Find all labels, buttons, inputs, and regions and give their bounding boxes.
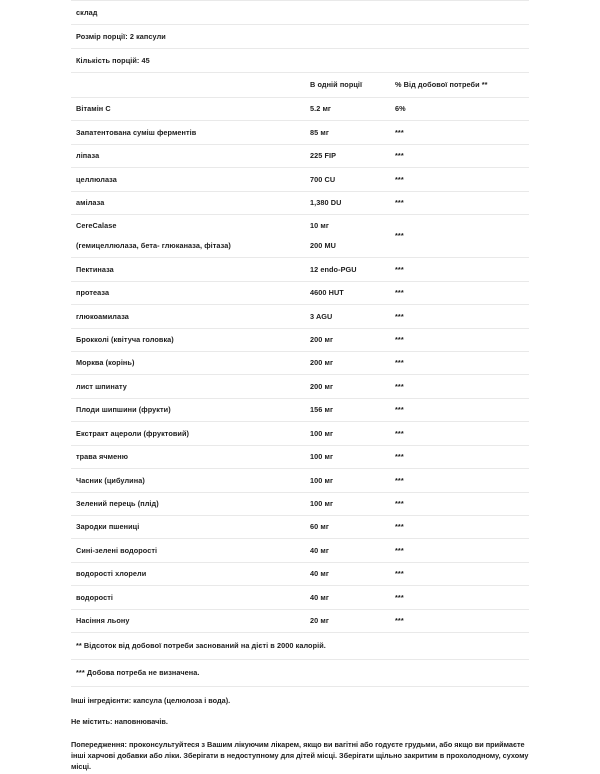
ingredient-amount: 100 мг <box>305 422 390 445</box>
ingredient-daily-value: *** <box>390 398 529 421</box>
table-note-row <box>71 633 529 660</box>
serving-size-row <box>71 25 529 49</box>
ingredient-daily-value: *** <box>390 492 529 515</box>
ingredient-name: амілаза <box>71 191 305 214</box>
table-row <box>71 515 529 538</box>
column-header-name <box>71 73 305 98</box>
table-row <box>71 562 529 585</box>
daily-value-basis-note: ** Відсоток від добової потреби заснований на дієті в 2000 калорій. <box>71 633 529 660</box>
ingredient-amount: 5.2 мг <box>305 97 390 120</box>
table-row <box>71 492 529 515</box>
column-header-amount: В одній порції <box>305 73 390 98</box>
facts-table-body <box>71 1 529 687</box>
ingredient-amount: 40 мг <box>305 586 390 609</box>
serving-size: Розмір порції: 2 капсули <box>71 25 529 49</box>
table-row <box>71 445 529 468</box>
ingredient-amount: 40 мг <box>305 562 390 585</box>
table-row <box>71 328 529 351</box>
table-row <box>71 191 529 214</box>
ingredient-daily-value: *** <box>390 281 529 304</box>
ingredient-name: Часник (цибулина) <box>71 469 305 492</box>
ingredient-daily-value: *** <box>390 352 529 375</box>
ingredient-name: глюкоамилаза <box>71 305 305 328</box>
ingredient-amount-cerecalase <box>305 215 390 258</box>
ingredient-name: Плоди шипшини (фрукти) <box>71 398 305 421</box>
ingredient-amount: 200 мг <box>305 375 390 398</box>
table-row <box>71 352 529 375</box>
ingredient-name-cerecalase <box>71 215 305 258</box>
ingredient-daily-value: *** <box>390 562 529 585</box>
table-row <box>71 168 529 191</box>
other-ingredients-text: Інші інгредієнти: капсула (целюлоза і вода). <box>71 695 231 705</box>
table-column-header-row <box>71 73 529 98</box>
table-row <box>71 586 529 609</box>
ingredient-daily-value: *** <box>390 445 529 468</box>
ingredient-daily-value: *** <box>390 121 529 144</box>
column-header-daily-value: % Від добової потреби ** <box>390 73 529 98</box>
ingredient-amount: 20 мг <box>305 609 390 632</box>
ingredient-amount: 100 мг <box>305 445 390 468</box>
ingredient-daily-value: *** <box>390 168 529 191</box>
cerecalase-name-line1: CereCalase <box>76 221 117 231</box>
ingredient-name: ліпаза <box>71 144 305 167</box>
table-row <box>71 281 529 304</box>
ingredient-daily-value: *** <box>390 144 529 167</box>
ingredient-name: лист шпинату <box>71 375 305 398</box>
section-title-row <box>71 1 529 25</box>
table-row <box>71 469 529 492</box>
ingredient-amount: 3 AGU <box>305 305 390 328</box>
servings-per-container: Кількість порцій: 45 <box>71 49 529 73</box>
table-row <box>71 305 529 328</box>
ingredient-amount: 100 мг <box>305 492 390 515</box>
ingredient-daily-value: *** <box>390 469 529 492</box>
ingredient-daily-value: *** <box>390 191 529 214</box>
table-row <box>71 539 529 562</box>
ingredient-daily-value: *** <box>390 515 529 538</box>
ingredient-amount: 225 FIP <box>305 144 390 167</box>
ingredient-daily-value: *** <box>390 375 529 398</box>
ingredient-amount: 85 мг <box>305 121 390 144</box>
table-row-cerecalase <box>71 215 529 258</box>
table-note-row <box>71 659 529 686</box>
ingredient-name: Насіння льону <box>71 609 305 632</box>
ingredient-name: Зелений перець (плід) <box>71 492 305 515</box>
table-row <box>71 144 529 167</box>
ingredient-daily-value: 6% <box>390 97 529 120</box>
ingredient-amount: 12 endo-PGU <box>305 258 390 281</box>
ingredient-amount: 200 мг <box>305 352 390 375</box>
ingredient-amount: 1,380 DU <box>305 191 390 214</box>
ingredient-amount: 100 мг <box>305 469 390 492</box>
ingredient-name: Пектиназа <box>71 258 305 281</box>
ingredient-amount: 60 мг <box>305 515 390 538</box>
footnotes-section <box>71 687 529 774</box>
ingredient-name: Сині-зелені водорості <box>71 539 305 562</box>
ingredient-name: водорості <box>71 586 305 609</box>
ingredient-amount: 700 CU <box>305 168 390 191</box>
ingredient-name: протеаза <box>71 281 305 304</box>
ingredient-name: Запатентована суміш ферментів <box>71 121 305 144</box>
table-row <box>71 97 529 120</box>
warning-text: Попередження: проконсультуйтеся з Вашим лікуючим лікарем, якщо ви вагітні або годуєте грудьми, або якщо ви приймаєте інші харчові добавки або ліки. Зберігати в недоступному для дітей місці. Зберігати щільно закритим в прохолодному, сухому місці. <box>71 739 529 772</box>
ingredient-amount: 200 мг <box>305 328 390 351</box>
table-row <box>71 258 529 281</box>
ingredient-name: водорості хлорели <box>71 562 305 585</box>
ingredient-daily-value: *** <box>390 422 529 445</box>
ingredient-name: Вітамін C <box>71 97 305 120</box>
ingredient-daily-value: *** <box>390 305 529 328</box>
free-of-text: Не містить: наповнювачів. <box>71 716 168 726</box>
ingredient-daily-value: *** <box>390 258 529 281</box>
servings-per-container-row <box>71 49 529 73</box>
ingredient-name: Брокколі (квітуча головка) <box>71 328 305 351</box>
ingredient-name: Морква (корінь) <box>71 352 305 375</box>
table-row <box>71 398 529 421</box>
cerecalase-name-line2: (гемицеллюлаза, бета- глюканаза, фітаза) <box>76 241 231 251</box>
cerecalase-amount-line1: 10 мг <box>310 221 329 231</box>
ingredient-amount: 4600 HUT <box>305 281 390 304</box>
table-row <box>71 422 529 445</box>
cerecalase-amount-line2: 200 MU <box>310 241 336 251</box>
ingredient-name: Зародки пшениці <box>71 515 305 538</box>
ingredient-name: трава ячменю <box>71 445 305 468</box>
ingredient-daily-value: *** <box>390 609 529 632</box>
supplement-facts-table <box>71 0 529 687</box>
table-row <box>71 609 529 632</box>
table-row <box>71 121 529 144</box>
table-row <box>71 375 529 398</box>
ingredient-daily-value: *** <box>390 586 529 609</box>
daily-value-not-established-note: *** Добова потреба не визначена. <box>71 659 529 686</box>
ingredient-amount: 156 мг <box>305 398 390 421</box>
ingredient-amount: 40 мг <box>305 539 390 562</box>
ingredient-name: целлюлаза <box>71 168 305 191</box>
ingredient-daily-value: *** <box>390 215 529 258</box>
ingredient-name: Екстракт ацероли (фруктовий) <box>71 422 305 445</box>
ingredient-daily-value: *** <box>390 539 529 562</box>
section-title: склад <box>71 1 529 25</box>
ingredient-daily-value: *** <box>390 328 529 351</box>
